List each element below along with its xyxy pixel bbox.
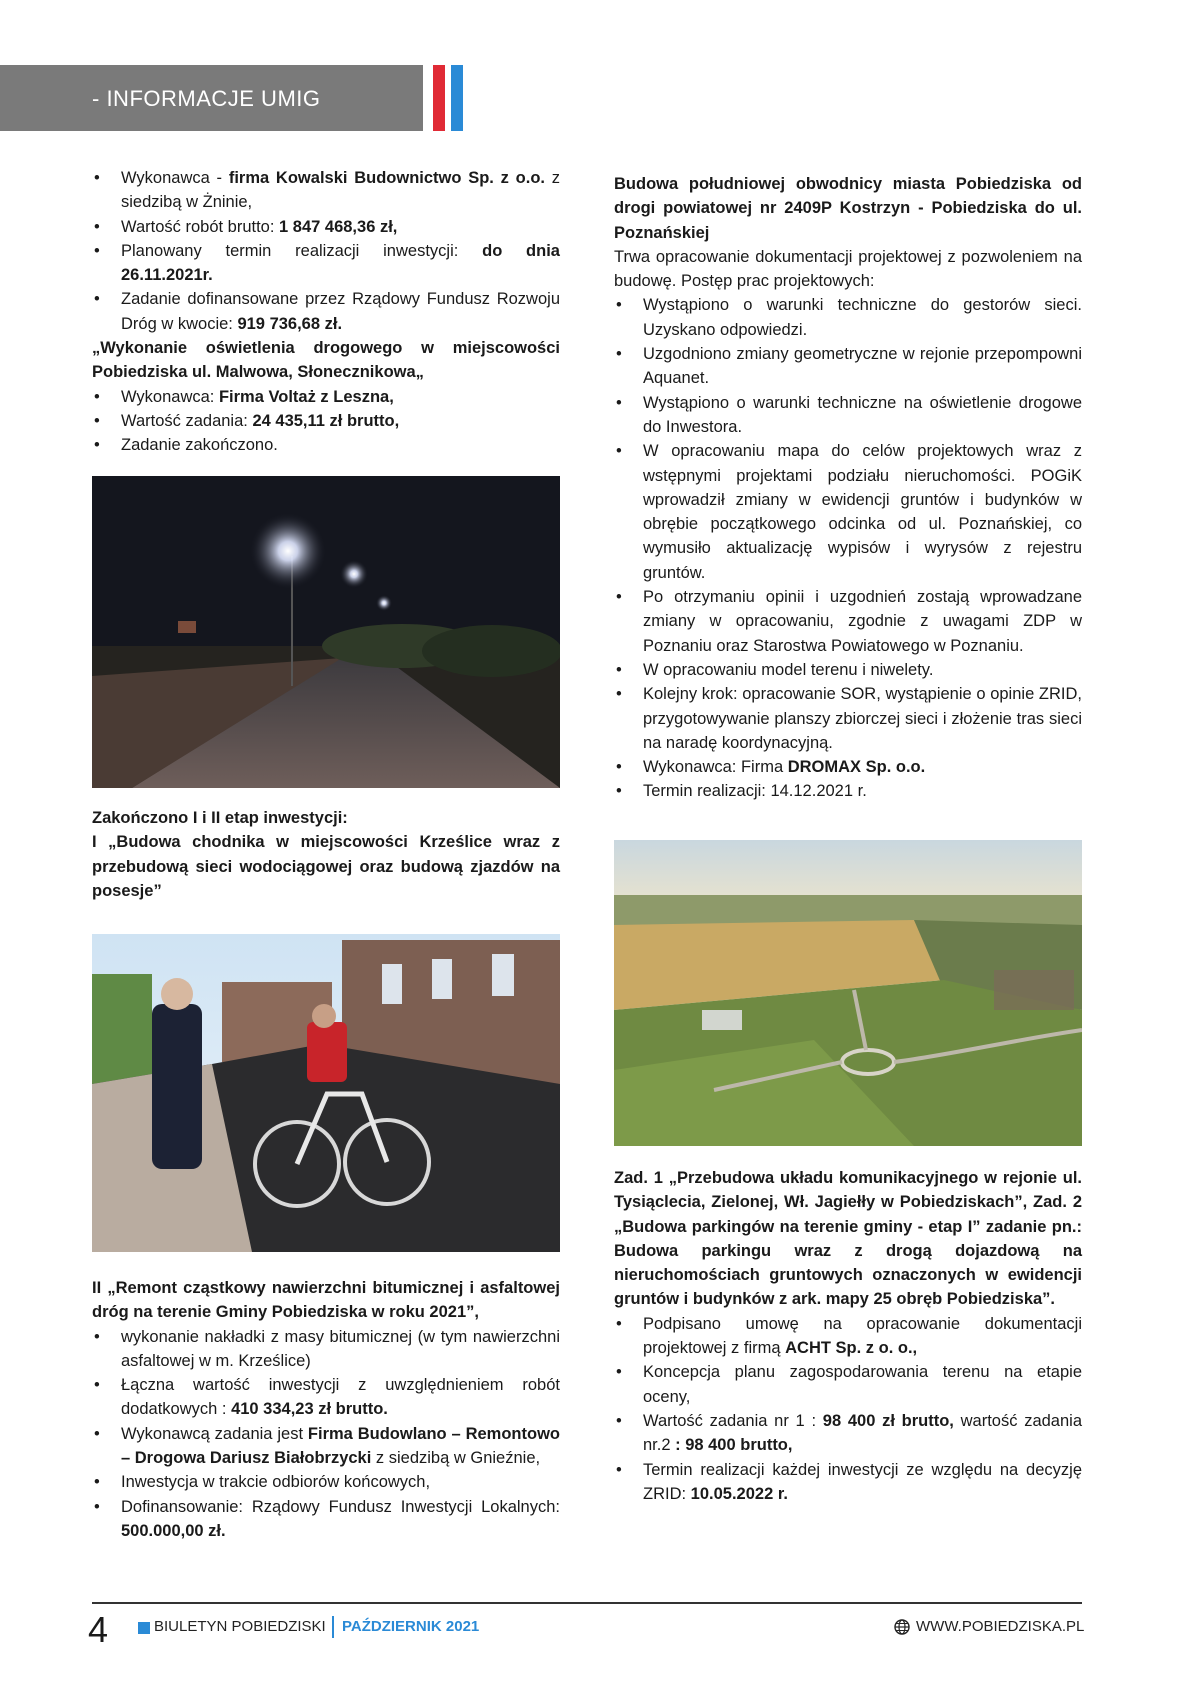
list-item: • Wartość robót brutto: 1 847 468,36 zł,: [92, 215, 560, 239]
list-item: • W opracowaniu model terenu i niwelety.: [614, 658, 1082, 682]
lighting-list: [92, 385, 560, 458]
bypass-list: [614, 293, 1082, 803]
zad-title: Zad. 1 „Przebudowa układu komunikacyjnego w rejonie ul. Tysiąclecia, Zielonej, Wł. Jagiełły w Pobiedziskach”, Zad. 2 „Budowa parkingów na terenie gminy - etap I” zadanie pn.: Budowa parkingu wraz z drogą dojazdową na nieruchomościach gruntowych oznaczonych w ewidencji gruntów i budynków z ark. mapy 25 obręb Pobiedziska”.: [614, 1169, 1082, 1309]
footer-square-icon: [138, 1622, 150, 1634]
aerial-roundabout-photo: [614, 840, 1082, 1146]
stage-title: I „Budowa chodnika w miejscowości Krześlice wraz z przebudową sieci wodociągowej oraz budową zjazdów na posesje”: [92, 833, 560, 900]
repair-title: II „Remont cząstkowy nawierzchni bitumicznej i asfaltowej dróg na terenie Gminy Pobiedziska w roku 2021”,: [92, 1279, 560, 1322]
right-column: [614, 172, 1082, 804]
street-lighting-photo: [92, 476, 560, 788]
list-item: • Uzgodniono zmiany geometryczne w rejonie przepompowni Aquanet.: [614, 342, 1082, 391]
page-number: 4: [88, 1609, 109, 1650]
list-item: • Zadanie dofinansowane przez Rządowy Fundusz Rozwoju Dróg w kwocie: 919 736,68 zł.: [92, 287, 560, 336]
issue-date: PAŹDZIERNIK 2021: [342, 1618, 480, 1635]
list-item: • Planowany termin realizacji inwestycji: do dnia 26.11.2021r.: [92, 239, 560, 288]
sidewalk-photo: [92, 934, 560, 1252]
red-stripe: [433, 65, 445, 131]
repair-block: [92, 1276, 560, 1543]
list-item: • Wartość zadania nr 1 : 98 400 zł brutto, wartość zadania nr.2 : 98 400 brutto,: [614, 1409, 1082, 1458]
repair-list: [92, 1325, 560, 1544]
list-item: • wykonanie nakładki z masy bitumicznej (w tym nawierzchni asfaltowej w m. Krześlice): [92, 1325, 560, 1374]
list-item: • Koncepcja planu zagospodarowania terenu na etapie oceny,: [614, 1360, 1082, 1409]
list-item: • W opracowaniu mapa do celów projektowych wraz z wstępnymi projektami podziału nieruchomości. POGiK wprowadził zmiany w ewidencji gruntów i budynków w obrębie początkowego odcinka od ul. Poznańskiej, co wymusiło aktualizację wypisów i wyrysów z rejestru gruntów.: [614, 439, 1082, 585]
globe-icon: [894, 1619, 910, 1635]
list-item: • Wykonawca: Firma DROMAX Sp. o.o.: [614, 755, 1082, 779]
list-item: • Po otrzymaniu opinii i uzgodnień zostają wprowadzane zmiany w opracowaniu, zgodnie z uwagami ZDP w Poznaniu oraz Starostwa Powiatowego w Poznaniu.: [614, 585, 1082, 658]
list-item: • Podpisano umowę na opracowanie dokumentacji projektowej z firmą ACHT Sp. z o. o.,: [614, 1312, 1082, 1361]
list-item: • Termin realizacji każdej inwestycji ze względu na decyzję ZRID: 10.05.2022 r.: [614, 1458, 1082, 1507]
list-item: • Zadanie zakończono.: [92, 433, 560, 457]
list-item: • Łączna wartość inwestycji z uwzględnieniem robót dodatkowych : 410 334,23 zł brutto.: [92, 1373, 560, 1422]
bypass-title: Budowa południowej obwodnicy miasta Pobiedziska od drogi powiatowej nr 2409P Kostrzyn - Pobiedziska do ul. Poznańskiej: [614, 175, 1082, 242]
list-item: • Wartość zadania: 24 435,11 zł brutto,: [92, 409, 560, 433]
list-item: • Wykonawca - firma Kowalski Budownictwo Sp. z o.o. z siedzibą w Żninie,: [92, 166, 560, 215]
zad-list: [614, 1312, 1082, 1506]
list-item: • Wystąpiono o warunki techniczne do gestorów sieci. Uzyskano odpowiedzi.: [614, 293, 1082, 342]
list-item: • Wykonawcą zadania jest Firma Budowlano – Remontowo – Drogowa Dariusz Białobrzycki z siedzibą w Gnieźnie,: [92, 1422, 560, 1471]
stage-heading: Zakończono I i II etap inwestycji:: [92, 809, 348, 827]
left-column: [92, 166, 560, 458]
stage-block: [92, 806, 560, 903]
zad-block: [614, 1166, 1082, 1506]
list-item: • Inwestycja w trakcie odbiorów końcowych,: [92, 1470, 560, 1494]
list-item: • Kolejny krok: opracowanie SOR, wystąpienie o opinie ZRID, przygotowywanie planszy zbiorczej sieci i złożenie tras sieci na naradę koordynacyjną.: [614, 682, 1082, 755]
footer-separator: [332, 1616, 334, 1638]
bypass-intro: Trwa opracowanie dokumentacji projektowej z pozwoleniem na budowę. Postęp prac projektowych:: [614, 247, 1082, 291]
list-item: • Dofinansowanie: Rządowy Fundusz Inwestycji Lokalnych: 500.000,00 zł.: [92, 1495, 560, 1544]
publication-name: BIULETYN POBIEDZISKI: [154, 1618, 326, 1635]
footer-rule: [92, 1602, 1082, 1604]
list-item: • Wykonawca: Firma Voltaż z Leszna,: [92, 385, 560, 409]
list-item: • Wystąpiono o warunki techniczne na oświetlenie drogowe do Inwestora.: [614, 391, 1082, 440]
section-title: - INFORMACJE UMIG: [92, 86, 321, 111]
intro-list: [92, 166, 560, 336]
website-link[interactable]: WWW.POBIEDZISKA.PL: [916, 1618, 1085, 1635]
list-item: • Termin realizacji: 14.12.2021 r.: [614, 779, 1082, 803]
lighting-title: „Wykonanie oświetlenia drogowego w miejscowości Pobiedziska ul. Malwowa, Słonecznikowa„: [92, 339, 560, 382]
blue-stripe: [451, 65, 463, 131]
